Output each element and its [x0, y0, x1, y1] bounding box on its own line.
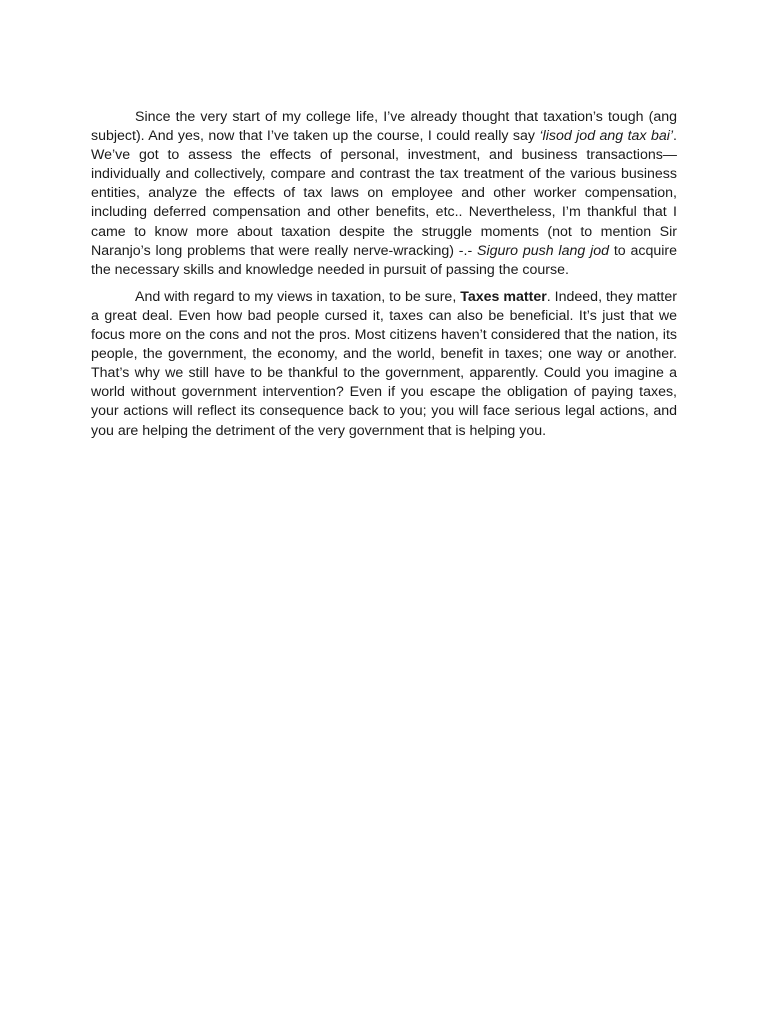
document-page — [91, 108, 677, 441]
paragraph-1-text-1: Since the very start of my college life, I’ve already thought that taxation’s tough (ang subject). And yes, now that I’ve taken up the course, I could really say — [91, 109, 677, 145]
paragraph-2-bold-phrase: Taxes matter — [460, 288, 547, 305]
paragraph-1-italic-phrase-1: ‘lisod jod ang tax bai’ — [539, 128, 674, 145]
paragraph-2-text-1: And with regard to my views in taxation, to be sure, — [135, 288, 461, 305]
paragraph-1-text-3: to acquire the necessary skills and knowledge needed in pursuit of passing the course. — [91, 242, 677, 278]
paragraph-2 — [91, 288, 677, 441]
paragraph-2-text-2: . Indeed, they matter a great deal. Even how bad people cursed it, taxes can also be beneficial. It’s just that we focus more on the cons and not the pros. Most citizens haven’t considered that the nation, its people, the government, the economy, and the world, benefit in taxes; one way or another. That’s why we still have to be thankful to the government, apparently. Could you imagine a world without government intervention? Even if you escape the obligation of paying taxes, your actions will reflect its consequence back to you; you will face serious legal actions, and you are helping the detriment of the very government that is helping you. — [91, 288, 677, 439]
paragraph-1 — [91, 108, 677, 280]
paragraph-1-text-2: . We’ve got to assess the effects of personal, investment, and business transactions—individually and collectively, compare and contrast the tax treatment of the various business entities, analyze the effects of tax laws on employee and other worker compensation, including deferred compensation and other benefits, etc.. Nevertheless, I’m thankful that I came to know more about taxation despite the struggle moments (not to mention Sir Naranjo’s long problems that were really nerve-wracking) -.- — [91, 128, 677, 259]
paragraph-1-italic-phrase-2: Siguro push lang jod — [477, 242, 609, 259]
